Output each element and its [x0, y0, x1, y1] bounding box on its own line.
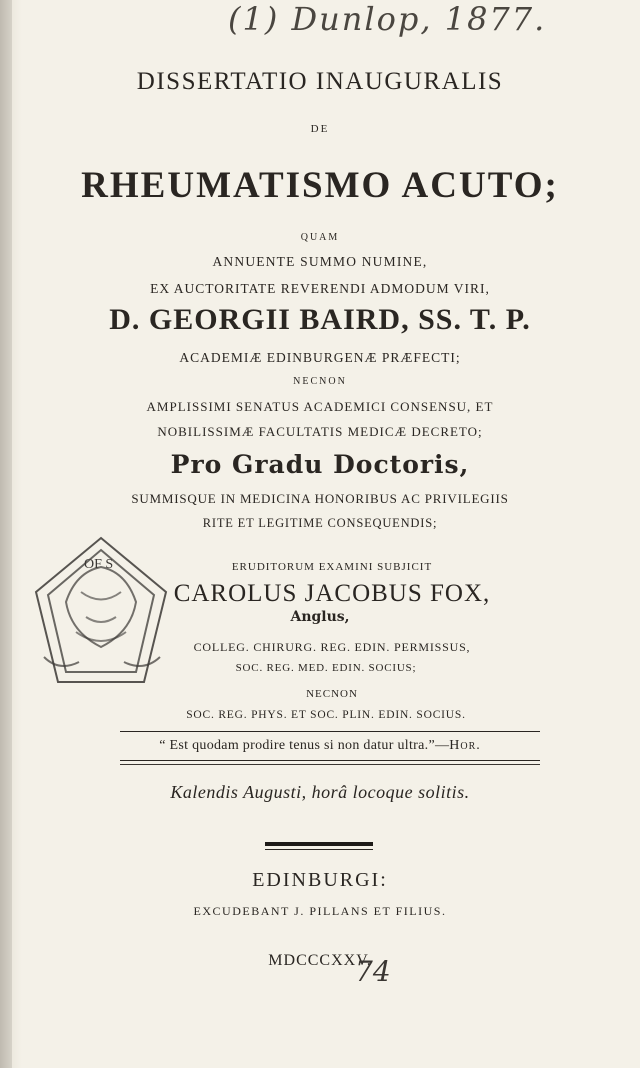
necnon-label-2: NECNON [306, 688, 358, 700]
subject-title: RHEUMATISMO ACUTO; [81, 165, 559, 206]
imprint-rule-thin [265, 849, 373, 850]
date-line: Kalendis Augusti, horâ locoque solitis. [170, 782, 470, 802]
motto-rule-bottom-thin [120, 764, 540, 765]
motto-rule-bottom [120, 760, 540, 761]
principal-name: D. GEORGII BAIRD, SS. T. P. [109, 303, 531, 336]
motto [0, 738, 640, 754]
motto-author: Hor. [449, 738, 481, 753]
motto-rule-top [120, 731, 540, 732]
handwritten-page-mark: 74 [355, 955, 391, 988]
summisque-line: SUMMISQUE IN MEDICINA HONORIBUS AC PRIVILEGIIS [131, 491, 509, 506]
imprint-printer: EXCUDEBANT J. PILLANS ET FILIUS. [193, 904, 447, 918]
quam-label: QUAM [300, 232, 340, 243]
amplissimi-line: AMPLISSIMI SENATUS ACADEMICI CONSENSU, ET [146, 399, 494, 414]
colleg-line: COLLEG. CHIRURG. REG. EDIN. PERMISSUS, [193, 640, 471, 654]
nobilissimae-line: NOBILISSIMÆ FACULTATIS MEDICÆ DECRETO; [157, 424, 483, 439]
eruditorum-line: ERUDITORUM EXAMINI SUBJICIT [231, 561, 433, 573]
stamp-text: OF S [84, 557, 114, 572]
rite-line: RITE ET LEGITIME CONSEQUENDIS; [202, 516, 438, 530]
dissertatio-heading: DISSERTATIO INAUGURALIS [136, 68, 504, 95]
academiae-line: ACADEMIÆ EDINBURGENÆ PRÆFECTI; [179, 350, 461, 365]
motto-quote: “ Est quodam prodire tenus si non datur ultra.”— [159, 738, 450, 753]
imprint-city: EDINBURGI: [252, 869, 388, 891]
necnon-label-1: NECNON [293, 376, 347, 387]
imprint-rule [265, 842, 373, 846]
annuente-line: ANNUENTE SUMMO NUMINE, [212, 254, 428, 269]
author-nationality: Anglus, [290, 609, 350, 625]
ex-auctoritate-line: EX AUCTORITATE REVERENDI ADMODUM VIRI, [150, 281, 490, 296]
author-name: CAROLUS JACOBUS FOX, [173, 580, 491, 607]
imprint-year: MDCCCXXV. [268, 952, 372, 969]
soc-reg-phys-line: SOC. REG. PHYS. ET SOC. PLIN. EDIN. SOCIUS. [186, 709, 466, 721]
handwritten-annotation: (1) Dunlop, 1877. [228, 0, 547, 38]
de-label: DE [310, 123, 330, 135]
pro-gradu-heading: Pro Gradu Doctoris, [170, 450, 470, 479]
soc-reg-med-line: SOC. REG. MED. EDIN. SOCIUS; [235, 662, 417, 674]
